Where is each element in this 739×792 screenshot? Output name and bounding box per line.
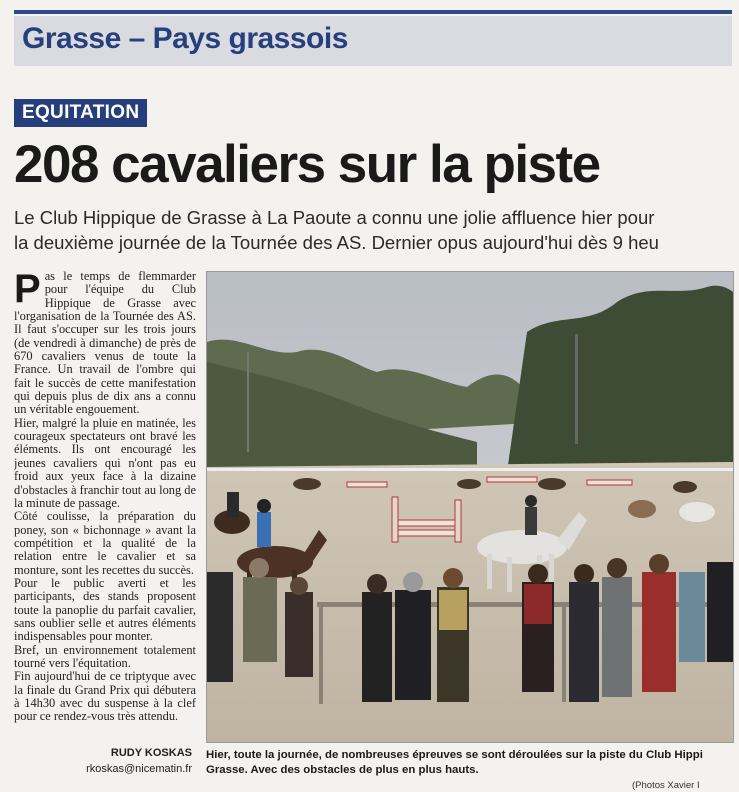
photo-caption [206,748,732,780]
body-paragraph: Pour le public averti et les participants, des stands proposent toute la panoplie du parfait cavalier, sans oublier selle et autres éléments indispensables pour monter. [14,575,196,644]
standfirst-line: Le Club Hippique de Grasse à La Paoute a connu une jolie affluence hier pour [14,207,655,228]
caption-line: Hier, toute la journée, de nombreuses épreuves se sont déroulées sur la piste du Club Hippi [206,749,703,761]
photo-credit: (Photos Xavier I [632,780,700,791]
article-body [14,270,196,738]
body-paragraph: Côté coulisse, la préparation du poney, son « bichonnage » avant la compétition et la qualité de la relation entre le cavalier et sa monture, sont les recettes du succès. [14,509,196,577]
equestrian-arena-photo [206,271,734,743]
author-email[interactable]: rkoskas@nicematin.fr [86,763,192,775]
body-paragraph: Hier, malgré la pluie en matinée, les courageux spectateurs ont bravé les éléments. Ils ont encouragé les jeunes cavaliers qui n'ont pas eu froid aux yeux face à la dizaine d'obstacles à franchir tout au long de la minute de passage. [14,415,196,510]
article-kicker: EQUITATION [14,99,147,127]
body-paragraph: Pas le temps de flemmarder pour l'équipe du Club Hippique de Grasse avec l'organisation de la Tournée des AS. Il faut s'occuper sur les trois jours (de vendredi à dimanche) de près de 670 cavaliers venus de toute la France. Un travail de l'ombre qui fait le succès de cette manifestation qui depuis plus de dix ans a connu un véritable engouement. [14,270,196,417]
body-paragraph: Bref, un environnement totalement tourné vers l'équitation. [14,642,196,670]
byline: RUDY KOSKAS [110,747,192,759]
top-rule [14,10,732,14]
caption-line: Grasse. Avec des obstacles de plus en plus hauts. [206,764,479,776]
drop-cap: P [14,270,41,311]
section-title: Grasse – Pays grassois [22,22,348,55]
standfirst-line: la deuxième journée de la Tournée des AS. Dernier opus aujourd'hui dès 9 heu [14,232,659,253]
article-headline: 208 cavaliers sur la piste [14,135,600,194]
body-paragraph: Fin aujourd'hui de ce triptyque avec la finale du Grand Prix qui débutera à 14h30 avec du suspense à la clef pour ce rendez-vous très attendu. [14,669,196,724]
article-standfirst [14,205,732,263]
